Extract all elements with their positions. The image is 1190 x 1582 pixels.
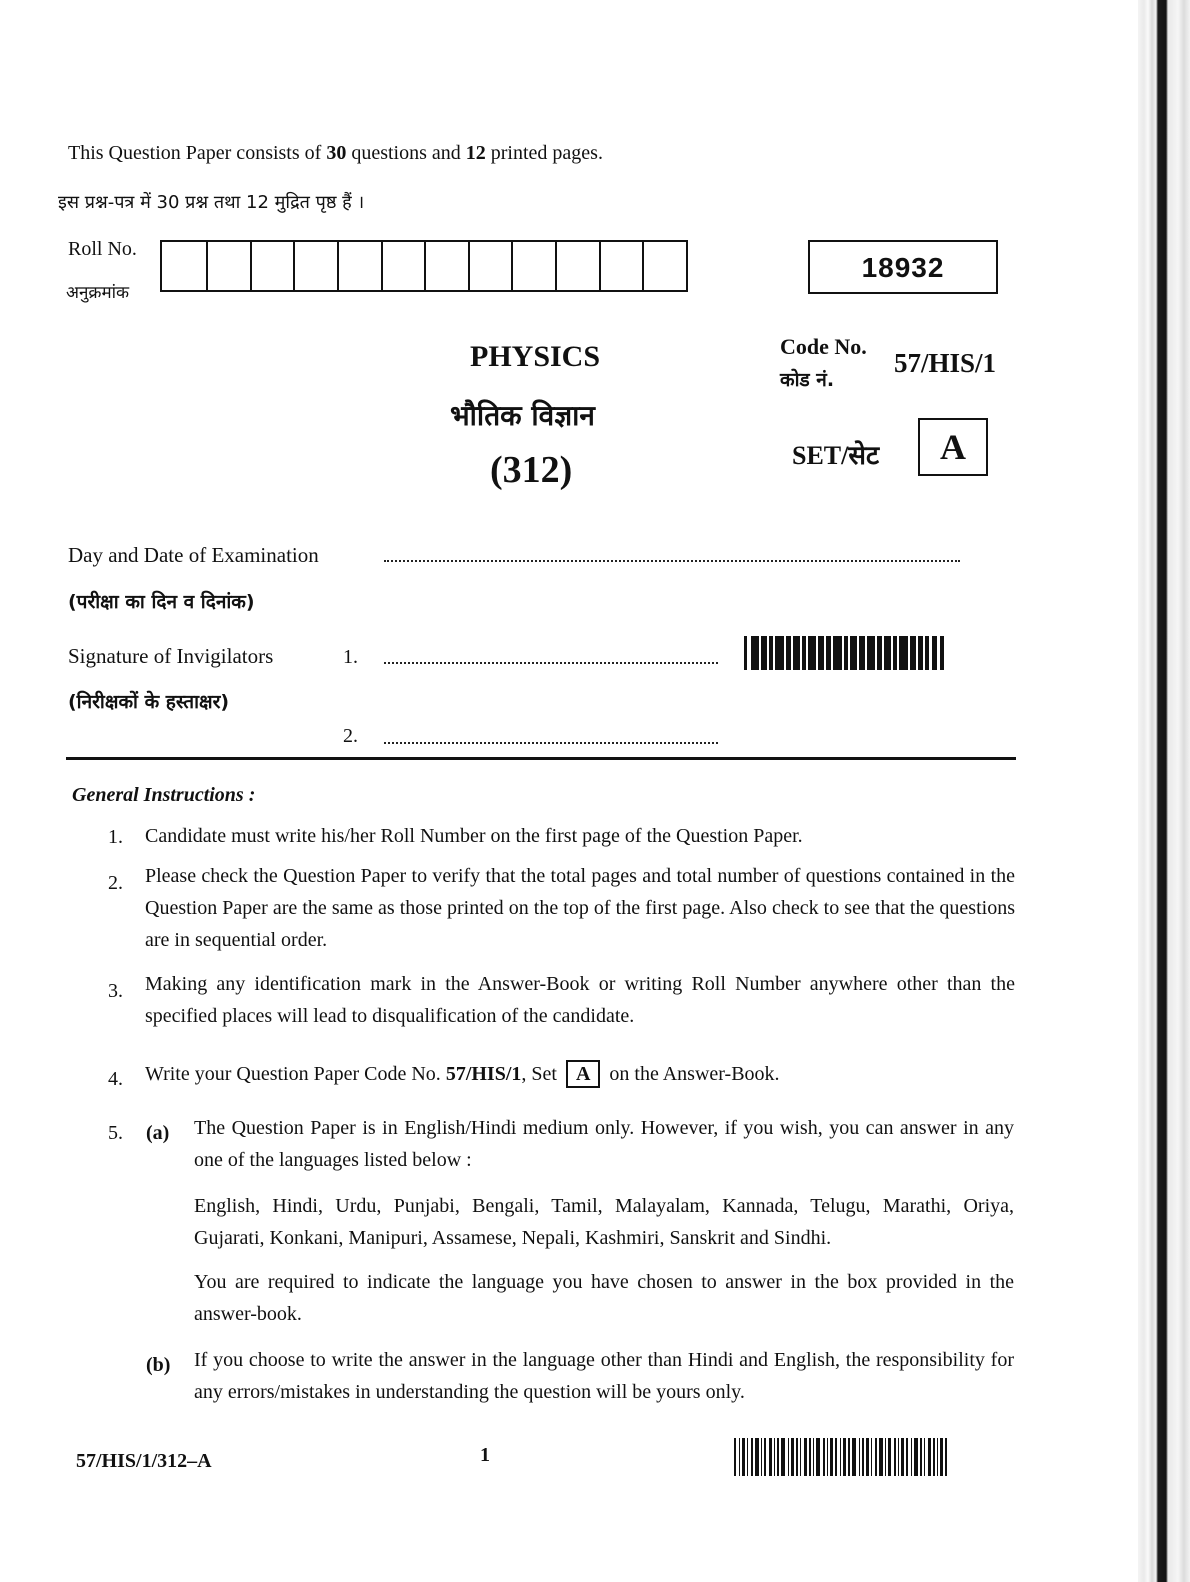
consists-pre: This Question Paper consists of: [68, 142, 322, 164]
set-label: SET/सेट: [792, 441, 880, 470]
invigilators-label-hi: (निरीक्षकों के हस्ताक्षर): [68, 691, 230, 713]
sig2-num: 2.: [343, 725, 358, 747]
day-date-label: Day and Date of Examination: [68, 543, 319, 567]
instruction-4-post: on the Answer-Book.: [609, 1063, 780, 1085]
instruction-4-mid: , Set: [521, 1063, 557, 1085]
subject-code: (312): [490, 449, 573, 491]
day-date-label-hi: (परीक्षा का दिन व दिनांक): [68, 591, 255, 613]
serial-number: 18932: [808, 240, 998, 294]
consists-mid: questions and: [351, 142, 461, 164]
instruction-5-num: 5.: [108, 1122, 123, 1144]
code-value: 57/HIS/1: [894, 348, 997, 378]
code-label-hi: कोड नं.: [780, 369, 835, 391]
code-label-en: Code No.: [780, 334, 867, 359]
instructions-heading: General Instructions :: [72, 784, 256, 806]
roll-label-hi: अनुक्रमांक: [66, 283, 130, 303]
instruction-3-text: Making any identification mark in the Answer-Book or writing Roll Number anywhere other than the specified places will lead to disqualification of the candidate.: [145, 973, 1015, 1027]
questions-count: 30: [326, 142, 347, 164]
instruction-2-num: 2.: [108, 872, 123, 894]
subject-hi: भौतिक विज्ञान: [450, 399, 595, 432]
pages-count: 12: [465, 142, 486, 164]
consists-line-en: [68, 142, 603, 165]
day-date-field[interactable]: [384, 560, 960, 562]
instruction-5b-label: (b): [146, 1354, 171, 1376]
signature-field-2[interactable]: [384, 742, 718, 744]
roll-label-en: Roll No.: [68, 238, 137, 260]
instruction-2-text: Please check the Question Paper to verify that the total pages and total number of questions contained in the Question Paper are the same as those printed on the top of the first page. Also check to see that the questions are in sequential order.: [145, 865, 1015, 951]
instruction-3-num: 3.: [108, 980, 123, 1002]
instruction-4-num: 4.: [108, 1068, 123, 1090]
scan-edge: [1138, 0, 1190, 1582]
instruction-5b-text: If you choose to write the answer in the language other than Hindi and English, the responsibility for any errors/mistakes in understanding the question will be yours only.: [194, 1349, 1014, 1403]
set-box: A: [918, 418, 988, 476]
consists-post: printed pages.: [490, 142, 603, 164]
instruction-4-set-box: A: [566, 1060, 600, 1088]
footer-paper-code: 57/HIS/1/312–A: [76, 1450, 212, 1472]
barcode-top: [744, 636, 962, 670]
consists-line-hi: इस प्रश्न-पत्र में 30 प्रश्न तथा 12 मुद्रित पृष्ठ हैं ।: [58, 192, 365, 213]
section-divider: [66, 757, 1016, 760]
sig1-num: 1.: [343, 646, 358, 668]
instruction-4-pre: Write your Question Paper Code No.: [145, 1063, 441, 1085]
instruction-4-text: [145, 1058, 1015, 1090]
instruction-1-num: 1.: [108, 826, 123, 848]
instruction-5a-label: (a): [146, 1122, 170, 1144]
instruction-5a-languages: English, Hindi, Urdu, Punjabi, Bengali, Tamil, Malayalam, Kannada, Telugu, Marathi, Oriya, Gujarati, Konkani, Manipuri, Assamese, Nepali, Kashmiri, Sanskrit and Sindhi.: [194, 1195, 1014, 1249]
signature-field-1[interactable]: [384, 662, 718, 664]
invigilators-label: Signature of Invigilators: [68, 644, 274, 668]
instruction-5a-text: The Question Paper is in English/Hindi medium only. However, if you wish, you can answer in any one of the languages listed below :: [194, 1117, 1014, 1171]
barcode-bottom: [734, 1438, 1024, 1476]
instruction-4-code: 57/HIS/1: [445, 1063, 522, 1085]
subject-en: PHYSICS: [470, 340, 601, 373]
page-number: 1: [480, 1444, 490, 1466]
roll-number-boxes[interactable]: [160, 240, 688, 292]
instruction-1-text: Candidate must write his/her Roll Number on the first page of the Question Paper.: [145, 825, 803, 847]
instruction-5a-indicate: You are required to indicate the language you have chosen to answer in the box provided in the answer-book.: [194, 1271, 1014, 1325]
